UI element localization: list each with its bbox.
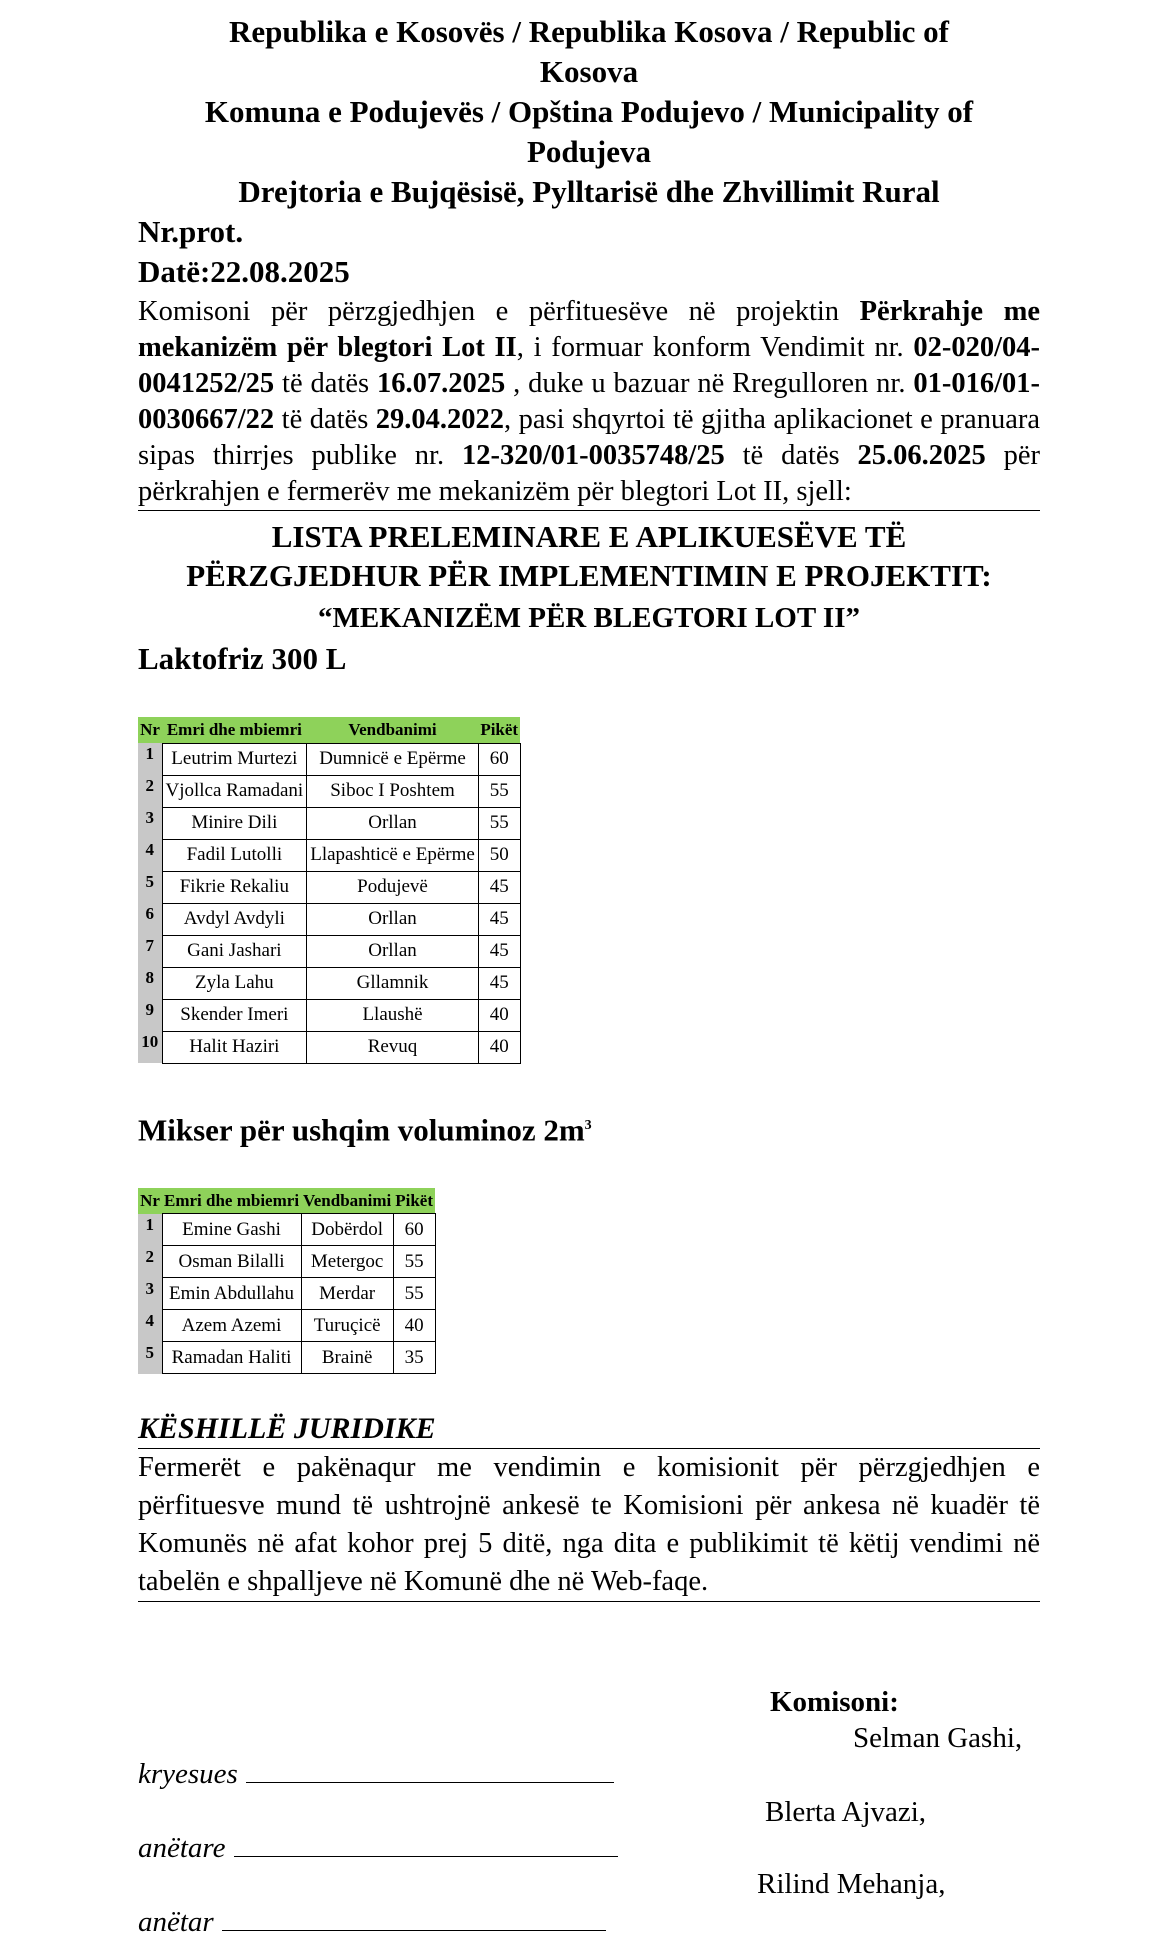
col-place: Vendbanimi bbox=[307, 717, 479, 743]
cell-nr: 3 bbox=[138, 807, 162, 839]
cell-place: Llaushë bbox=[307, 999, 479, 1031]
protocol-number: Nr.prot. bbox=[138, 214, 244, 249]
table-row bbox=[138, 1246, 435, 1278]
cell-name: Vjollca Ramadani bbox=[162, 775, 307, 807]
table-row bbox=[138, 871, 520, 903]
cell-name: Gani Jashari bbox=[162, 935, 307, 967]
signature-line-member: anëtare bbox=[138, 1830, 618, 1866]
signature-line bbox=[234, 1833, 618, 1857]
cell-points: 45 bbox=[478, 903, 520, 935]
legal-advice-text: Fermerët e pakënaqur me vendimin e komisionit për përzgjedhjen e përfituesve mund të ushtrojnë ankesë te Komisioni për ankesa në kuadër të Komunës në afat kohor prej 5 ditë, nga dita e publikimit të këtij vendimi në tabelën e shpalljeve në Komunë dhe në Web-faqe. bbox=[138, 1449, 1040, 1602]
cell-place: Metergoc bbox=[301, 1246, 393, 1278]
cell-points: 45 bbox=[478, 871, 520, 903]
header-line: Kosova bbox=[539, 54, 639, 89]
committee-heading: Komisoni: bbox=[770, 1686, 899, 1718]
signature-line bbox=[246, 1759, 614, 1783]
table-row bbox=[138, 743, 520, 775]
cell-place: Podujevë bbox=[307, 871, 479, 903]
table-row bbox=[138, 807, 520, 839]
table-row bbox=[138, 839, 520, 871]
signature-line bbox=[222, 1907, 606, 1931]
cell-points: 45 bbox=[478, 935, 520, 967]
cell-name: Fikrie Rekaliu bbox=[162, 871, 307, 903]
table-header-row bbox=[138, 1188, 435, 1214]
cell-nr: 3 bbox=[138, 1278, 162, 1310]
cell-name: Halit Haziri bbox=[162, 1031, 307, 1063]
document-content bbox=[138, 12, 1040, 1602]
cell-place: Dumnicë e Epërme bbox=[307, 743, 479, 775]
committee-member: Rilind Mehanja, bbox=[757, 1868, 946, 1900]
table-row bbox=[138, 1214, 435, 1246]
section1-table bbox=[138, 717, 521, 1064]
cell-place: Merdar bbox=[301, 1278, 393, 1310]
cell-points: 55 bbox=[478, 775, 520, 807]
cell-nr: 8 bbox=[138, 967, 162, 999]
cell-place: Turuçicë bbox=[301, 1310, 393, 1342]
cell-points: 45 bbox=[478, 967, 520, 999]
cell-place: Llapashticë e Epërme bbox=[307, 839, 479, 871]
section2-heading: Mikser për ushqim voluminoz $2m^3$ bbox=[138, 1111, 592, 1147]
signature-line-member: anëtar bbox=[138, 1904, 606, 1940]
cell-nr: 4 bbox=[138, 839, 162, 871]
cell-name: Emine Gashi bbox=[162, 1214, 301, 1246]
table-row bbox=[138, 1278, 435, 1310]
col-points: Pikët bbox=[393, 1188, 435, 1214]
cell-place: Orllan bbox=[307, 935, 479, 967]
document-date: Datë:22.08.2025 bbox=[138, 254, 350, 289]
committee-member: Blerta Ajvazi, bbox=[765, 1796, 927, 1828]
cell-name: Skender Imeri bbox=[162, 999, 307, 1031]
cell-points: 40 bbox=[478, 999, 520, 1031]
col-nr: Nr bbox=[138, 717, 162, 743]
cell-points: 40 bbox=[478, 1031, 520, 1063]
list-title bbox=[138, 517, 1040, 595]
cell-points: 50 bbox=[478, 839, 520, 871]
cell-place: Orllan bbox=[307, 903, 479, 935]
committee-member: Selman Gashi, bbox=[853, 1722, 1023, 1754]
cell-name: Minire Dili bbox=[162, 807, 307, 839]
cell-nr: 5 bbox=[138, 1342, 162, 1374]
cell-name: Emin Abdullahu bbox=[162, 1278, 301, 1310]
project-title: “MEKANIZËM PËR BLEGTORI LOT II” bbox=[318, 602, 860, 634]
cell-name: Leutrim Murtezi bbox=[162, 743, 307, 775]
intro-paragraph: Komisoni për përzgjedhjen e përfituesëve në projektin Përkrahje me mekanizëm për blegtori Lot II, i formuar konform Vendimit nr. 02-020/04-0041252/25 të datës 16.07.2025 , duke u bazuar në Rregulloren nr. 01-016/01-0030667/22 të datës 29.04.2022, pasi shqyrtoi të gjitha aplikacionet e pranuara sipas thirrjes publike nr. 12-320/01-0035748/25 të datës 25.06.2025 për përkrahjen e fermerëv me mekanizëm për blegtori Lot II, sjell: bbox=[138, 294, 1040, 511]
table-row bbox=[138, 1031, 520, 1063]
cell-points: 60 bbox=[393, 1214, 435, 1246]
table-row bbox=[138, 967, 520, 999]
cell-nr: 10 bbox=[138, 1031, 162, 1063]
cell-nr: 6 bbox=[138, 903, 162, 935]
cell-points: 40 bbox=[393, 1310, 435, 1342]
col-name: Emri dhe mbiemri bbox=[162, 1188, 301, 1214]
title-line: PËRZGJEDHUR PËR IMPLEMENTIMIN E PROJEKTIT: bbox=[186, 558, 992, 593]
cell-name: Fadil Lutolli bbox=[162, 839, 307, 871]
cell-points: 55 bbox=[393, 1278, 435, 1310]
cell-points: 55 bbox=[478, 807, 520, 839]
header-country bbox=[138, 12, 1040, 92]
cell-name: Ramadan Haliti bbox=[162, 1342, 301, 1374]
table-row bbox=[138, 1310, 435, 1342]
table-row bbox=[138, 999, 520, 1031]
cell-place: Revuq bbox=[307, 1031, 479, 1063]
cell-nr: 2 bbox=[138, 775, 162, 807]
section1-heading: Laktofriz 300 L bbox=[138, 641, 347, 676]
col-nr: Nr bbox=[138, 1188, 162, 1214]
cell-nr: 1 bbox=[138, 743, 162, 775]
header-line: Republika e Kosovës / Republika Kosova / Republic of bbox=[228, 14, 949, 49]
cell-points: 35 bbox=[393, 1342, 435, 1374]
header-line: Komuna e Podujevës / Opština Podujevo / Municipality of bbox=[204, 94, 974, 129]
table-row bbox=[138, 935, 520, 967]
section2-table bbox=[138, 1188, 436, 1375]
cell-place: Dobërdol bbox=[301, 1214, 393, 1246]
cell-place: Siboc I Poshtem bbox=[307, 775, 479, 807]
header-directorate: Drejtoria e Bujqësisë, Pylltarisë dhe Zhvillimit Rural bbox=[238, 174, 940, 209]
cell-points: 55 bbox=[393, 1246, 435, 1278]
cell-nr: 7 bbox=[138, 935, 162, 967]
col-place: Vendbanimi bbox=[301, 1188, 393, 1214]
table-row bbox=[138, 775, 520, 807]
cell-nr: 5 bbox=[138, 871, 162, 903]
title-line: LISTA PRELEMINARE E APLIKUESËVE TË bbox=[271, 519, 907, 554]
col-name: Emri dhe mbiemri bbox=[162, 717, 307, 743]
header-line: Podujeva bbox=[527, 134, 651, 169]
cell-name: Zyla Lahu bbox=[162, 967, 307, 999]
cell-nr: 1 bbox=[138, 1214, 162, 1246]
table-row bbox=[138, 1342, 435, 1374]
cell-nr: 2 bbox=[138, 1246, 162, 1278]
cell-name: Azem Azemi bbox=[162, 1310, 301, 1342]
cell-name: Avdyl Avdyli bbox=[162, 903, 307, 935]
cell-place: Gllamnik bbox=[307, 967, 479, 999]
cell-nr: 4 bbox=[138, 1310, 162, 1342]
header-municipality bbox=[138, 92, 1040, 172]
cell-name: Osman Bilalli bbox=[162, 1246, 301, 1278]
cell-points: 60 bbox=[478, 743, 520, 775]
cell-place: Orllan bbox=[307, 807, 479, 839]
signature-line-chair: kryesues bbox=[138, 1756, 614, 1792]
cell-nr: 9 bbox=[138, 999, 162, 1031]
legal-advice-heading: KËSHILLË JURIDIKE bbox=[138, 1410, 1040, 1449]
table-row bbox=[138, 903, 520, 935]
cell-place: Brainë bbox=[301, 1342, 393, 1374]
col-points: Pikët bbox=[478, 717, 520, 743]
table-header-row bbox=[138, 717, 520, 743]
